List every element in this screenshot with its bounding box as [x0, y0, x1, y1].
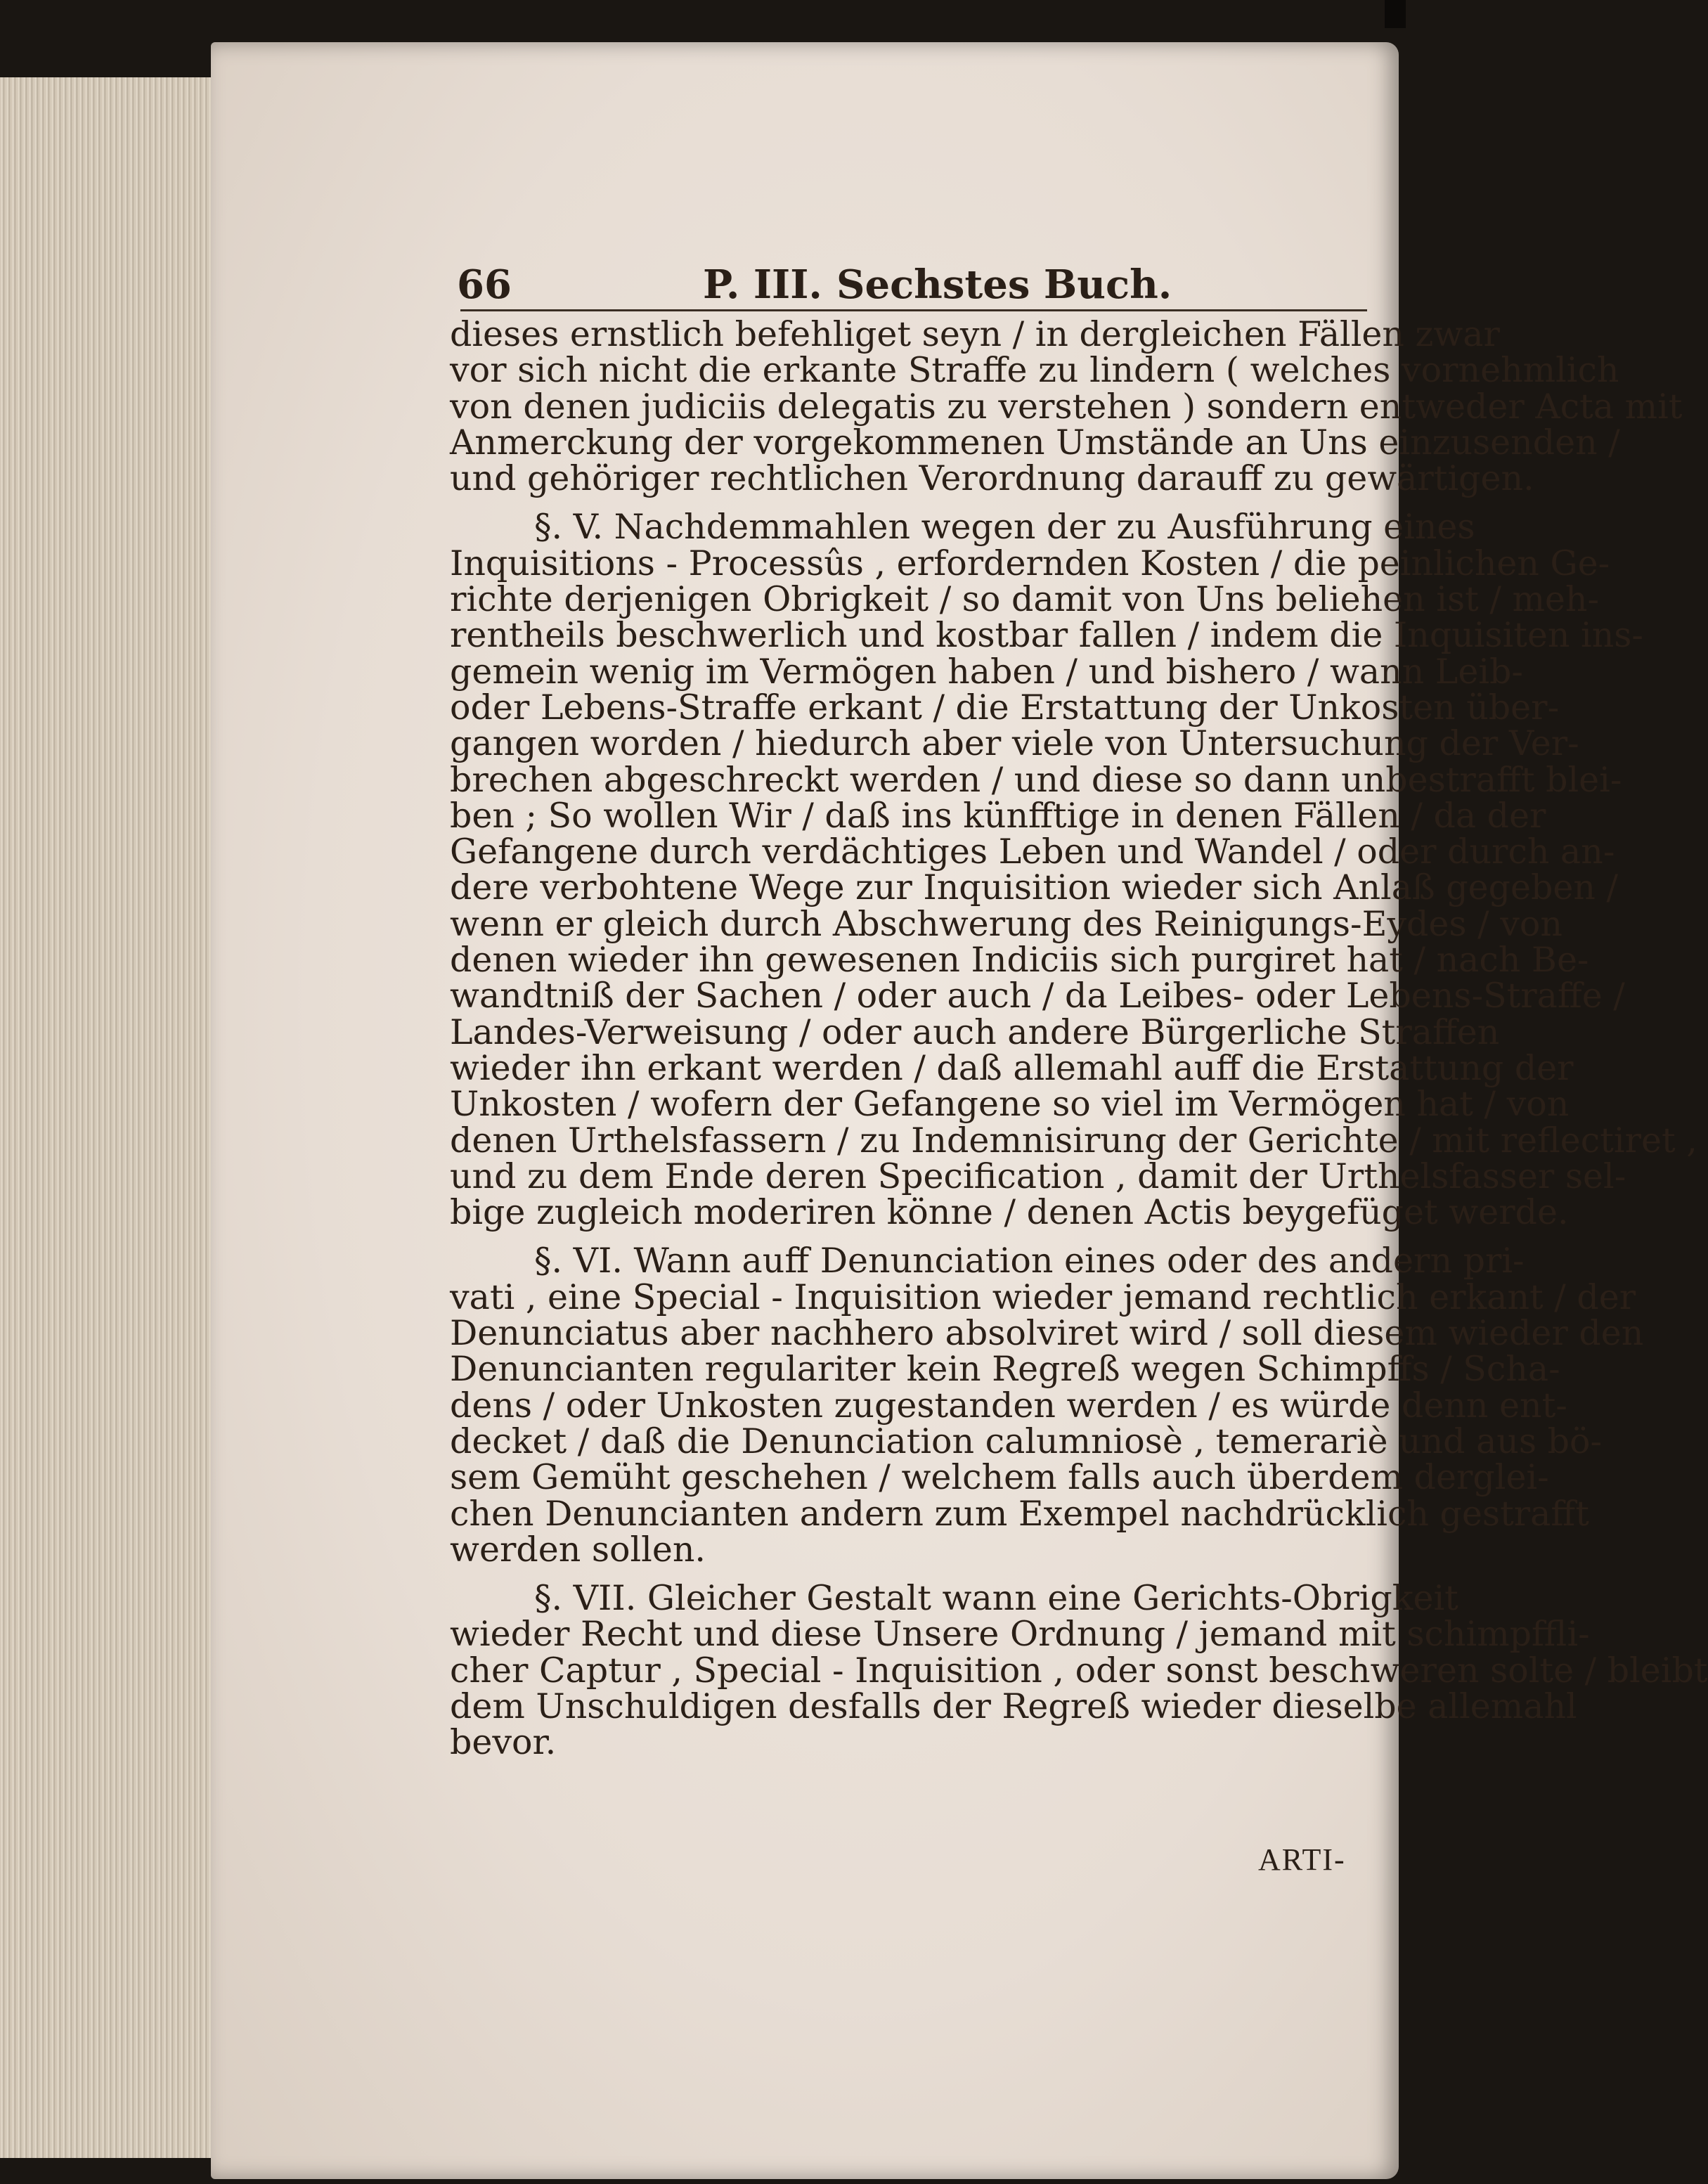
body-text: [450, 314, 1708, 1763]
text-line: gemein wenig im Vermögen haben / und bishero / wann Leib-: [450, 651, 1523, 692]
text-line: §. VII. Gleicher Gestalt wann eine Gerichts-Obrigkeit: [534, 1578, 1458, 1619]
text-line: brechen abgeschreckt werden / und diese so dann unbestrafft blei-: [450, 759, 1622, 800]
text-line: denen Urthelsfassern / zu Indemnisirung der Gerichte / mit reflectiret ,: [450, 1120, 1697, 1161]
text-line: ben ; So wollen Wir / daß ins künfftige in denen Fällen / da der: [450, 795, 1546, 836]
text-line: bevor.: [450, 1722, 557, 1763]
page-number: 66: [457, 261, 512, 308]
text-line: wenn er gleich durch Abschwerung des Reinigungs-Eydes / von: [450, 903, 1563, 944]
text-line: richte derjenigen Obrigkeit / so damit von Uns beliehen ist / meh-: [450, 579, 1600, 620]
text-line: werden sollen.: [450, 1529, 706, 1570]
text-line: Anmerckung der vorgekommenen Umstände an Uns einzusenden /: [450, 422, 1620, 463]
text-line: wandtniß der Sachen / oder auch / da Leibes- oder Lebens-Straffe /: [450, 976, 1625, 1016]
text-line: und zu dem Ende deren Specification , damit der Urthelsfasser sel-: [450, 1156, 1626, 1196]
text-line: vati , eine Special - Inquisition wieder jemand rechtlich erkant / der: [450, 1277, 1636, 1317]
part-label: P. III.: [703, 261, 822, 308]
text-line: Unkosten / wofern der Gefangene so viel im Vermögen hat / von: [450, 1084, 1570, 1125]
text-line: denen wieder ihn gewesenen Indiciis sich purgiret hat / nach Be-: [450, 940, 1589, 981]
text-line: dem Unschuldigen desfalls der Regreß wieder dieselbe allemahl: [450, 1686, 1577, 1726]
corner-tab: [1385, 0, 1406, 28]
text-line: oder Lebens-Straffe erkant / die Erstattung der Unkosten über-: [450, 687, 1560, 728]
text-line: §. VI. Wann auff Denunciation eines oder des andern pri-: [534, 1241, 1525, 1281]
text-line: dere verbohtene Wege zur Inquisition wieder sich Anlaß gegeben /: [450, 867, 1618, 908]
text-line: wieder ihn erkant werden / daß allemahl auff die Erstattung der: [450, 1047, 1574, 1088]
text-line: Gefangene durch verdächtiges Leben und Wandel / oder durch an-: [450, 832, 1615, 872]
header-rule: [460, 309, 1367, 311]
text-line: Denunciatus aber nachhero absolviret wird / soll diesem wieder den: [450, 1313, 1644, 1354]
text-line: wieder Recht und diese Unsere Ordnung / jemand mit schimpffli-: [450, 1614, 1590, 1655]
text-line: chen Denuncianten andern zum Exempel nachdrücklich gestrafft: [450, 1493, 1589, 1534]
text-line: und gehöriger rechtlichen Verordnung darauff zu gewärtigen.: [450, 458, 1534, 499]
page-edges: [0, 77, 233, 2158]
running-head: [450, 261, 1364, 311]
text-line: von denen judiciis delegatis zu verstehen ) sondern entweder Acta mit: [450, 386, 1683, 427]
text-line: dens / oder Unkosten zugestanden werden / es würde denn ent-: [450, 1385, 1567, 1426]
text-line: dieses ernstlich befehliget seyn / in dergleichen Fällen zwar: [450, 314, 1500, 354]
text-line: gangen worden / hiedurch aber viele von Untersuchung der Ver-: [450, 723, 1579, 764]
text-line: §. V. Nachdemmahlen wegen der zu Ausführung eines: [534, 507, 1475, 548]
text-line: Inquisitions - Processûs , erfordernden Kosten / die peinlichen Ge-: [450, 543, 1610, 583]
text-line: bige zugleich moderiren könne / denen Actis beygefüget werde.: [450, 1192, 1569, 1233]
catchword: ARTI-: [1258, 1842, 1346, 1877]
text-line: Landes-Verweisung / oder auch andere Bürgerliche Straffen: [450, 1012, 1500, 1052]
text-line: Denuncianten regulariter kein Regreß wegen Schimpffs / Scha-: [450, 1349, 1560, 1390]
book-title: Sechstes Buch.: [836, 261, 1172, 308]
text-line: cher Captur , Special - Inquisition , oder sonst beschweren solte / bleibt: [450, 1650, 1708, 1691]
text-line: decket / daß die Denunciation calumniosè , temerariè und aus bö-: [450, 1421, 1603, 1461]
text-line: vor sich nicht die erkante Straffe zu lindern ( welches vornehmlich: [450, 350, 1619, 391]
text-line: rentheils beschwerlich und kostbar fallen / indem die Inquisiten ins-: [450, 615, 1643, 656]
text-line: sem Gemüht geschehen / welchem falls auch überdem derglei-: [450, 1457, 1549, 1498]
